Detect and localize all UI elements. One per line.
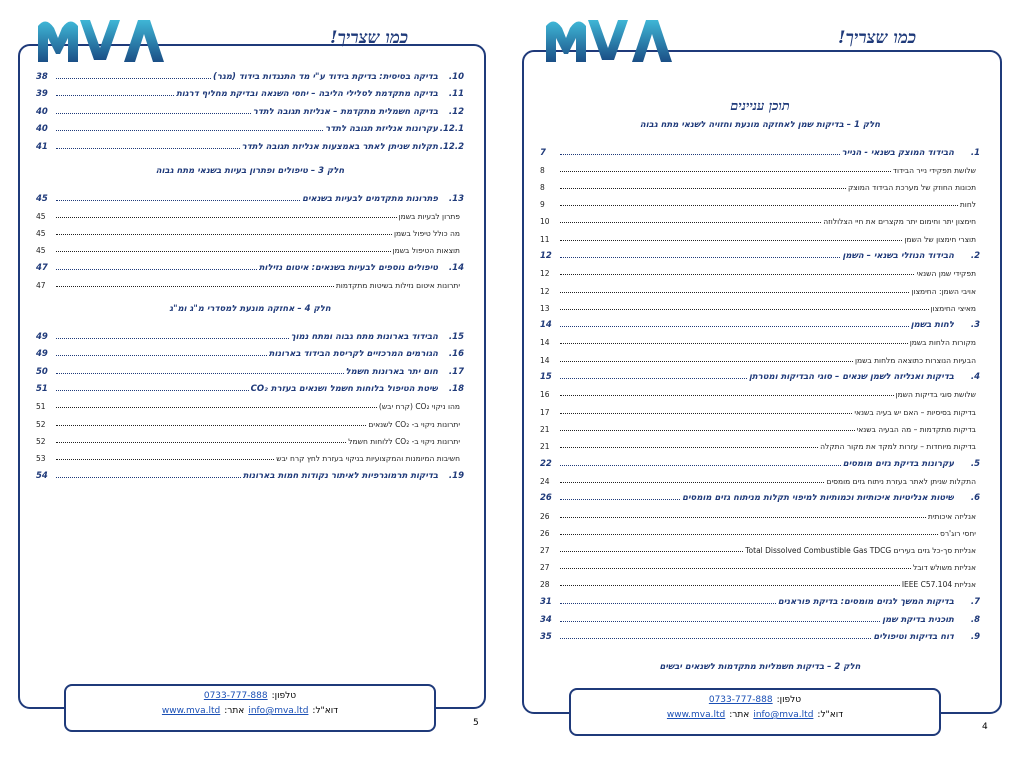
toc-entry-title: תוכנית בדיקת שמן (882, 614, 954, 625)
toc-entry[interactable] (36, 324, 464, 342)
toc-entry-title: חשיבות המיומנות והמקצועיות בניקוי בעזרת לחץ קרח יבש (276, 454, 460, 464)
toc-entry-page: 45 (36, 228, 46, 238)
toc-leader (560, 154, 840, 155)
toc-entry-title: טיפולים נוספים לבעיות בשנאים: איטום נזילות (258, 262, 438, 273)
toc-entry-title: אנליזת IEEE C57.104 (901, 580, 976, 590)
toc-entry[interactable] (540, 451, 980, 469)
toc-leader (560, 343, 908, 344)
toc-entry-title: אנליזת סך-כל גזים בעירים Total Dissolved Combustible Gas TDCG (745, 545, 976, 555)
toc-entry-number: 1. (970, 147, 980, 158)
toc-entry-page: 8 (540, 182, 545, 192)
toc-leader (56, 130, 323, 131)
toc-entry-page: 54 (36, 470, 48, 481)
part-title: חלק 1 – בדיקות שמן לאחזקה מונעת וחזויה לשנאי מתח גבוה (639, 120, 881, 130)
toc-leader (560, 517, 926, 518)
toc-entry-title: תקלות שניתן לאתר באמצעות אנליזת תגובה לתדר (241, 141, 438, 152)
toc-entry[interactable] (540, 209, 980, 226)
toc-entry-page: 17 (540, 407, 550, 417)
toc-leader (56, 217, 397, 218)
toc-entry[interactable] (540, 607, 980, 625)
toc-leader (560, 378, 747, 379)
toc-entry-page: 26 (540, 511, 550, 521)
toc-entry-title: בדיקות המשך לגזים מומסים: בדיקת פוראנים (777, 596, 954, 607)
toc-entry[interactable] (540, 347, 980, 364)
toc-entry-title: התקלות שניתן לאתר בעזרת ניתוח גזים מומסים (826, 476, 976, 486)
toc-entry-title: אנליזת משולש דובל (912, 563, 976, 573)
toc-entry[interactable] (540, 521, 980, 538)
toc-entry-title: תוצרי חימצון של השמן (904, 234, 976, 244)
toc-entry-number: 16. (448, 349, 464, 360)
toc-entry-page: 52 (36, 419, 46, 429)
toc-leader (560, 413, 852, 414)
toc-entry[interactable] (540, 365, 980, 383)
toc-entry-number: 15. (448, 331, 464, 342)
toc-entry-title: בדיקות מיוחדות – עזרות למקד את מקור התקלה (820, 442, 976, 451)
tagline: כמו שצריך! (330, 28, 409, 48)
toc-leader (56, 459, 274, 460)
toc-entry-number: 10. (448, 71, 464, 82)
toc-entry[interactable] (36, 463, 464, 481)
site-link[interactable]: www.mva.ltd (666, 710, 726, 720)
toc-entry-title: מה כולל טיפול בשמן (394, 228, 460, 238)
toc-entry[interactable] (540, 434, 980, 451)
email-link[interactable]: info@mva.ltd (248, 706, 309, 716)
toc-entry-title: הבידוד המוצק בשנאי - הנייר (841, 147, 954, 158)
toc-leader (56, 425, 366, 426)
toc-entry[interactable] (540, 261, 980, 278)
toc-entry-title: יתרונות איטום נזילות בשיטות מתקדמות (335, 280, 460, 290)
toc-leader (560, 292, 909, 293)
toc-entry[interactable] (36, 411, 464, 428)
toc-entry[interactable] (540, 244, 980, 262)
toc-leader (560, 430, 855, 431)
toc-entry-number: 8. (970, 614, 980, 625)
toc-entry[interactable] (540, 313, 980, 331)
toc-entry[interactable] (36, 273, 464, 290)
toc-entry-title: בדיקה מתקדמת לסלילי הליבה – יחסי השנאה ובדיקת מחליף דרגות (176, 89, 438, 100)
toc-entry-page: 41 (36, 141, 48, 152)
toc-entry-title: בדיקות תרמוגרפיות לאיתור נקודות חמות בארונות (242, 470, 438, 481)
toc-leader (56, 442, 346, 443)
phone-link[interactable]: 0733-777-888 (708, 695, 773, 705)
toc-entry[interactable] (540, 278, 980, 295)
toc-left (36, 64, 464, 481)
toc-entry[interactable] (540, 555, 980, 572)
toc-entry-number: 18. (448, 384, 464, 395)
toc-entry-page: 12 (540, 251, 552, 262)
toc-entry-number: 12. (448, 106, 464, 117)
toc-entry[interactable] (36, 186, 464, 204)
toc-entry[interactable] (540, 140, 980, 158)
page-number: 5 (473, 718, 479, 728)
toc-entry-page: 31 (540, 596, 552, 607)
toc-entry-page: 27 (540, 563, 550, 573)
toc-entry-number: 6. (970, 493, 980, 504)
toc-entry-page: 12 (540, 286, 550, 296)
toc-leader (560, 188, 846, 189)
toc-entry[interactable] (36, 99, 464, 117)
toc-entry-title: תפקידי שמן השנאי (916, 269, 976, 279)
toc-leader (560, 465, 841, 466)
toc-leader (560, 257, 840, 258)
toc-entry-title: חימצון יתר וחימום יתר מקצרים את חיי הצלולוזה (823, 217, 976, 227)
toc-leader (56, 355, 267, 356)
toc-entry-page: 21 (540, 442, 550, 451)
part-title: חלק 3 – טיפולים ופתרון בעיות בשנאי מתח גבוה (155, 165, 345, 176)
toc-leader (56, 113, 251, 114)
toc-entry-page: 10 (540, 217, 550, 227)
toc-entry[interactable] (36, 429, 464, 446)
toc-entry-number: 19. (448, 470, 464, 481)
toc-entry-number: 13. (448, 193, 464, 204)
toc-entry-title: מאיצי החימצון (930, 303, 976, 313)
site-label: אתר: (729, 710, 750, 720)
toc-entry[interactable] (540, 469, 980, 486)
toc-entry[interactable] (540, 399, 980, 416)
toc-entry[interactable] (36, 117, 464, 135)
toc-entry-number: 14. (448, 262, 464, 273)
toc-leader (560, 205, 958, 206)
toc-entry-page: 40 (36, 124, 48, 135)
toc-entry-title: בדיקות בסיסיות – האם יש בעיה בשנאי (854, 407, 976, 417)
toc-entry-title: לחות (959, 200, 976, 210)
toc-entry[interactable] (36, 359, 464, 377)
toc-entry-title: בדיקה חשמלית מתקדמת – אנליזת תגובה לתדר (252, 106, 438, 117)
contact-footer (569, 688, 941, 736)
toc-entry-page: 7 (540, 147, 546, 158)
toc-leader (560, 326, 909, 327)
toc-entry-number: 12.1. (439, 124, 464, 135)
phone-link[interactable]: 0733-777-888 (203, 691, 268, 701)
toc-right (540, 96, 980, 682)
toc-entry-page: 38 (36, 71, 48, 82)
toc-entry-title: הגורמים המרכזיים לקריסת הבידוד בארונות (268, 349, 438, 360)
toc-entry[interactable] (540, 330, 980, 347)
toc-leader (56, 148, 240, 149)
toc-leader (560, 534, 938, 535)
toc-entry-number: 4. (970, 372, 980, 383)
toc-entry-page: 49 (36, 349, 48, 360)
toc-entry[interactable] (540, 486, 980, 504)
toc-entry-number: 9. (970, 632, 980, 643)
toc-entry-page: 27 (540, 545, 550, 555)
toc-entry-number: 11. (448, 89, 464, 100)
toc-entry[interactable] (36, 238, 464, 255)
toc-leader (560, 447, 818, 448)
toc-leader (56, 234, 392, 235)
toc-entry-number: 2. (970, 251, 980, 262)
toc-leader (56, 200, 300, 201)
toc-entry[interactable] (36, 64, 464, 82)
site-label: אתר: (224, 706, 245, 716)
toc-entry-title: מהו ניקוי CO₂ (קרח יבש) (378, 402, 460, 412)
toc-entry-page: 40 (36, 106, 48, 117)
toc-entry-page: 45 (36, 246, 46, 256)
toc-entry[interactable] (540, 192, 980, 209)
toc-entry-number: 7. (970, 596, 980, 607)
toc-entry-number: 5. (970, 458, 980, 469)
email-link[interactable]: info@mva.ltd (753, 710, 814, 720)
tagline: כמו שצריך! (838, 28, 917, 48)
toc-entry-page: 26 (540, 493, 552, 504)
page-number: 4 (982, 722, 988, 732)
toc-entry-title: פתרונות מתקדמים לבעיות בשנאים (302, 193, 438, 204)
toc-leader (56, 477, 241, 478)
toc-leader (56, 407, 377, 408)
toc-entry-page: 35 (540, 632, 552, 643)
toc-entry-page: 14 (540, 320, 552, 331)
toc-leader (560, 361, 853, 362)
toc-entry-number: 12.2. (439, 141, 464, 152)
toc-leader (56, 269, 257, 270)
toc-entry-page: 51 (36, 384, 48, 395)
toc-entry-page: 47 (36, 280, 46, 290)
toc-entry-page: 45 (36, 211, 46, 221)
toc-entry-title: שלושת סוגי בדיקות השמן (895, 390, 976, 400)
toc-entry-title: בדיקות ואנליזה לשמן שנאים – סוגי הבדיקות ומטרתן (748, 372, 954, 383)
toc-entry[interactable] (36, 377, 464, 395)
part-title: חלק 4 – אחזקה מונעת למסדרי מ"ג ומ"ג (169, 303, 331, 314)
toc-entry[interactable] (36, 394, 464, 411)
toc-entry-title: שיטות אנליטיות איכותיות וכמותיות למיפוי תקלות מניתוח גזים מומסים (682, 493, 954, 504)
toc-leader (560, 621, 880, 622)
toc-entry-page: 12 (540, 269, 550, 279)
toc-entry-title: תכונות החוזק של מערכת הבידוד המוצק (847, 182, 976, 192)
toc-entry[interactable] (36, 221, 464, 238)
toc-leader (560, 171, 891, 172)
mva-logo-icon (542, 14, 674, 66)
toc-leader (560, 222, 821, 223)
toc-leader (56, 251, 391, 252)
toc-entry-number: 17. (448, 366, 464, 377)
toc-entry-page: 53 (36, 454, 46, 464)
toc-entry-page: 9 (540, 200, 545, 210)
toc-entry[interactable] (540, 538, 980, 555)
toc-leader (560, 585, 900, 586)
toc-leader (56, 338, 289, 339)
toc-entry-page: 16 (540, 390, 550, 400)
toc-leader (560, 395, 894, 396)
toc-entry-title: שיטת הטיפול בלוחות חשמל ושנאים בעזרת CO₂ (250, 384, 438, 395)
toc-entry-page: 14 (540, 355, 550, 365)
toc-entry[interactable] (36, 134, 464, 152)
toc-entry[interactable] (540, 417, 980, 434)
toc-entry-title: הבעיות הנוצרות כתוצאה מלחות בשמן (854, 355, 976, 365)
toc-entry-title: דוח בדיקות וטיפולים (873, 632, 954, 643)
phone-label: טלפון: (271, 691, 297, 701)
toc-entry[interactable] (36, 342, 464, 360)
toc-entry-page: 14 (540, 338, 550, 348)
toc-entry-title: הבידוד הנוזלי בשנאי – השמן (842, 251, 954, 262)
toc-entry[interactable] (540, 158, 980, 175)
toc-entry-page: 34 (540, 614, 552, 625)
toc-leader (560, 482, 824, 483)
site-link[interactable]: www.mva.ltd (161, 706, 221, 716)
toc-entry-page: 45 (36, 193, 48, 204)
toc-entry[interactable] (36, 204, 464, 221)
toc-leader (560, 499, 680, 500)
toc-entry-title: יחסי רוג'רס (939, 528, 976, 538)
toc-entry[interactable] (36, 446, 464, 463)
toc-entry-page: 28 (540, 580, 550, 590)
toc-leader (560, 240, 902, 241)
toc-title: תוכן עניינים (730, 99, 790, 114)
toc-entry[interactable] (540, 625, 980, 643)
toc-entry[interactable] (540, 589, 980, 607)
toc-entry-page: 21 (540, 424, 550, 434)
toc-entry-page: 26 (540, 528, 550, 538)
toc-leader (560, 638, 871, 639)
toc-leader (560, 568, 911, 569)
toc-entry-page: 11 (540, 234, 550, 244)
toc-entry-page: 22 (540, 458, 552, 469)
toc-entry-title: יתרונות ניקוי ב- CO₂ ללוחות חשמל (348, 436, 460, 446)
toc-entry[interactable] (36, 82, 464, 100)
phone-label: טלפון: (776, 695, 802, 705)
toc-leader (56, 373, 344, 374)
toc-entry-title: פתרון לבעיות בשמן (398, 211, 460, 221)
right-page (512, 0, 1024, 757)
toc-entry-title: בדיקה בסיסית: בדיקת בידוד ע"י מד התנגדות בידוד (מגר) (213, 71, 438, 82)
toc-leader (56, 95, 174, 96)
toc-entry-page: 13 (540, 303, 550, 313)
toc-entry-page: 39 (36, 89, 48, 100)
toc-leader (56, 390, 249, 391)
toc-entry-title: יתרונות ניקוי ב- CO₂ לשנאים (368, 419, 460, 429)
toc-entry[interactable] (540, 226, 980, 243)
toc-entry[interactable] (540, 296, 980, 313)
toc-entry-title: מקורות הלחות בשמן (909, 338, 976, 348)
toc-leader (56, 286, 334, 287)
toc-entry-title: עקרונות בדיקת גזים מומסים (842, 458, 954, 469)
toc-entry-title: שלושת תפקידי נייר הבידוד (892, 165, 976, 175)
toc-entry-title: תוצאות הטיפול בשמן (392, 246, 460, 256)
toc-leader (560, 551, 743, 552)
toc-list (540, 140, 980, 642)
mva-logo-icon (34, 14, 166, 66)
toc-entry-page: 47 (36, 262, 48, 273)
toc-entry-page: 50 (36, 366, 48, 377)
toc-entry[interactable] (36, 255, 464, 273)
toc-entry-number: 3. (970, 320, 980, 331)
toc-entry-title: אנליזה איכותית (927, 511, 976, 521)
toc-entry-page: 8 (540, 165, 545, 175)
toc-leader (560, 309, 929, 310)
toc-entry-page: 52 (36, 436, 46, 446)
toc-entry-page: 51 (36, 402, 46, 412)
toc-leader (560, 603, 776, 604)
toc-entry[interactable] (540, 503, 980, 520)
toc-entry-title: בדיקות מתקדמות – מה הבעיה בשנאי (856, 424, 976, 434)
toc-entry[interactable] (540, 382, 980, 399)
part-title: חלק 2 – בדיקות חשמליות מתקדמות לשנאים יבשים (659, 662, 861, 673)
contact-footer (64, 684, 436, 732)
toc-entry-title: לחות בשמן (910, 320, 954, 331)
toc-entry[interactable] (540, 572, 980, 589)
toc-entry-title: עקרונות אנליזת תגובה לתדר (325, 124, 438, 135)
toc-entry-title: חום יתר בארונות חשמל (345, 366, 438, 377)
toc-entry-page: 15 (540, 372, 552, 383)
toc-leader (560, 274, 914, 275)
toc-entry-page: 24 (540, 476, 550, 486)
email-label: דוא"ל: (817, 710, 844, 720)
email-label: דוא"ל: (312, 706, 339, 716)
toc-entry[interactable] (540, 175, 980, 192)
toc-entry-title: אויבי השמן: החימצון (911, 286, 976, 296)
toc-entry-page: 49 (36, 331, 48, 342)
toc-leader (56, 78, 211, 79)
toc-entry-title: הבידוד בארונות מתח גבוה ומתח נמוך (290, 331, 438, 342)
